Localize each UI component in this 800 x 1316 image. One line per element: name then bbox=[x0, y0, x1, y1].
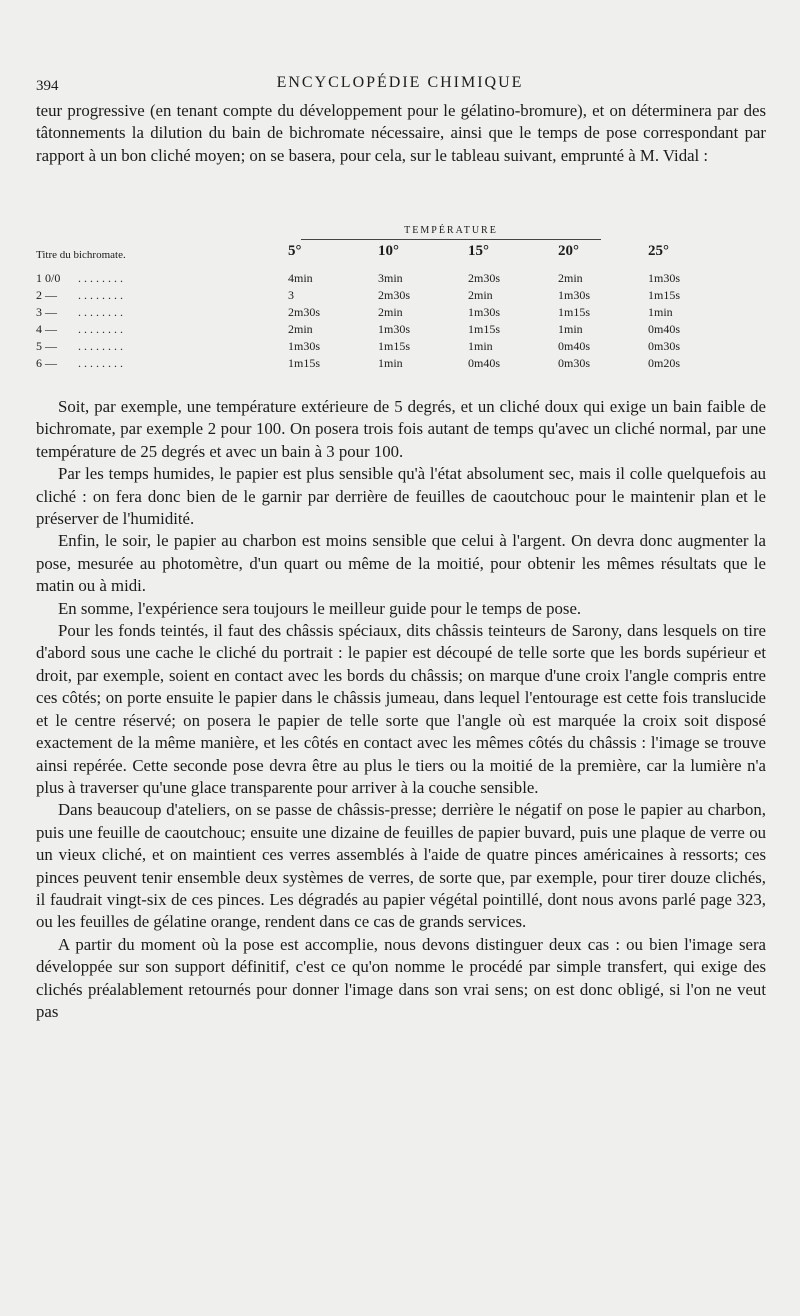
temperature-header: TEMPÉRATURE bbox=[404, 225, 498, 236]
column-header: 15° bbox=[468, 243, 489, 259]
column-header: 25° bbox=[648, 243, 669, 259]
table-cell: 3 bbox=[288, 288, 294, 302]
table-cell: 0m30s bbox=[648, 339, 681, 353]
row-label: 1 0/0 bbox=[36, 271, 61, 285]
leader-dots: ........ bbox=[78, 288, 126, 302]
page-number: 394 bbox=[36, 78, 59, 94]
table-cell: 1m15s bbox=[378, 339, 411, 353]
row-header-title: Titre du bichromate. bbox=[36, 249, 126, 261]
row-label: 3 — bbox=[36, 305, 57, 319]
body-text bbox=[36, 396, 766, 1023]
table-row bbox=[36, 305, 766, 321]
table-cell: 4min bbox=[288, 271, 313, 285]
table-cell: 1m30s bbox=[468, 305, 501, 319]
table-cell: 0m30s bbox=[558, 356, 591, 370]
table-row bbox=[36, 356, 766, 372]
leader-dots: ........ bbox=[78, 322, 126, 336]
table-cell: 2m30s bbox=[378, 288, 411, 302]
table-cell: 2min bbox=[288, 322, 313, 336]
row-label: 4 — bbox=[36, 322, 57, 336]
column-header: 20° bbox=[558, 243, 579, 259]
paragraph: Soit, par exemple, une température extérieure de 5 degrés, et un cliché doux qui exige un bain faible de bichromate, par exemple 2 pour 100. On posera trois fois autant de temps qu'avec un cliché normal, par une température de 25 degrés et avec un bain à 3 pour 100. bbox=[36, 397, 766, 461]
table-cell: 1min bbox=[648, 305, 673, 319]
table-cell: 1m15s bbox=[468, 322, 501, 336]
row-label: 5 — bbox=[36, 339, 57, 353]
table-cell: 0m20s bbox=[648, 356, 681, 370]
table-cell: 1m30s bbox=[558, 288, 591, 302]
column-header: 10° bbox=[378, 243, 399, 259]
table-cell: 1min bbox=[378, 356, 403, 370]
paragraph: Enfin, le soir, le papier au charbon est moins sensible que celui à l'argent. On devra donc augmenter la pose, mesurée au photomètre, d'un quart ou même de la moitié, pour obtenir les mêmes résultats que le matin ou à midi. bbox=[36, 531, 766, 596]
table-cell: 1min bbox=[558, 322, 583, 336]
table-cell: 2min bbox=[378, 305, 403, 319]
table-cell: 1m30s bbox=[378, 322, 411, 336]
column-header: 5° bbox=[288, 243, 302, 259]
table-row bbox=[36, 322, 766, 338]
leader-dots: ........ bbox=[78, 305, 126, 319]
paragraph: teur progressive (en tenant compte du développement pour le gélatino-bromure), et on déterminera par des tâtonnements la dilution du bain de bichromate nécessaire, ainsi que le temps de pose correspondant par rapport à un bon cliché moyen; on se basera, pour cela, sur le tableau suivant, emprunté à M. Vidal : bbox=[36, 101, 766, 165]
table-row bbox=[36, 339, 766, 355]
top-paragraph-block bbox=[36, 100, 766, 167]
paragraph: Par les temps humides, le papier est plus sensible qu'à l'état absolument sec, mais il colle quelquefois au cliché : on fera donc bien de le garnir par derrière de feuilles de caoutchouc pour le maintenir plan et le préserver de l'humidité. bbox=[36, 464, 766, 529]
table-cell: 0m40s bbox=[648, 322, 681, 336]
table-cell: 1m15s bbox=[558, 305, 591, 319]
table-row bbox=[36, 271, 766, 287]
table-cell: 2m30s bbox=[288, 305, 321, 319]
table-cell: 0m40s bbox=[558, 339, 591, 353]
leader-dots: ........ bbox=[78, 339, 126, 353]
running-head: ENCYCLOPÉDIE CHIMIQUE bbox=[276, 74, 524, 91]
table-cell: 1min bbox=[468, 339, 493, 353]
table-cell: 2min bbox=[558, 271, 583, 285]
paragraph: Pour les fonds teintés, il faut des châssis spéciaux, dits châssis teinteurs de Sarony, dans lesquels on tire d'abord sous une cache le cliché du portrait : le papier est découpé de telle sorte que les bords supérieur et droit, par exemple, soient en contact avec les bords du châssis; on marque d'une croix l'angle compris entre ces côtés; on porte ensuite le papier dans le châssis jumeau, dans lequel l'entourage est cette fois translucide et le centre réservé; on posera le papier de telle sorte que l'angle où est marquée la croix soit disposé exactement de la même manière, et les côtés en contact avec les mêmes côtés du châssis : l'image se trouve ainsi repérée. Cette seconde pose devra être au plus le tiers ou la moitié de la première, car la lumière n'a plus à traverser qu'une glace transparente pour arriver à la couche sensible. bbox=[36, 621, 766, 797]
table-cell: 2m30s bbox=[468, 271, 501, 285]
header-rule bbox=[301, 239, 601, 240]
leader-dots: ........ bbox=[78, 356, 126, 370]
table-cell: 1m15s bbox=[648, 288, 681, 302]
table-cell: 1m30s bbox=[648, 271, 681, 285]
table-cell: 1m30s bbox=[288, 339, 321, 353]
leader-dots: ........ bbox=[78, 271, 126, 285]
table-cell: 2min bbox=[468, 288, 493, 302]
paragraph: En somme, l'expérience sera toujours le meilleur guide pour le temps de pose. bbox=[58, 598, 582, 618]
table-cell: 1m15s bbox=[288, 356, 321, 370]
row-label: 6 — bbox=[36, 356, 57, 370]
table-cell: 0m40s bbox=[468, 356, 501, 370]
table-cell: 3min bbox=[378, 271, 403, 285]
exposure-table bbox=[36, 225, 766, 375]
paragraph: Dans beaucoup d'ateliers, on se passe de châssis-presse; derrière le négatif on pose le papier au charbon, puis une feuille de caoutchouc; ensuite une dizaine de feuilles de papier buvard, puis une plaque de verre ou un vieux cliché, et on maintient ces verres assemblés à l'aide de quatre pinces américaines à ressorts; ces pinces peuvent tenir ensemble deux systèmes de verres, de sorte que, par exemple, pour tirer douze clichés, il faudrait vingt-six de ces pinces. Les dégradés au papier végétal pointillé, dont nous avons parlé page 323, ou les feuilles de gélatine orange, rendent dans ce cas de grands services. bbox=[36, 800, 766, 932]
paragraph: A partir du moment où la pose est accomplie, nous devons distinguer deux cas : ou bien l'image sera développée sur son support définitif, c'est ce qu'on nomme le procédé par simple transfert, qui exige des clichés préalablement retournés pour donner l'image dans son vrai sens; on est donc obligé, si l'on ne veut pas bbox=[36, 934, 766, 1021]
row-label: 2 — bbox=[36, 288, 57, 302]
table-row bbox=[36, 288, 766, 304]
